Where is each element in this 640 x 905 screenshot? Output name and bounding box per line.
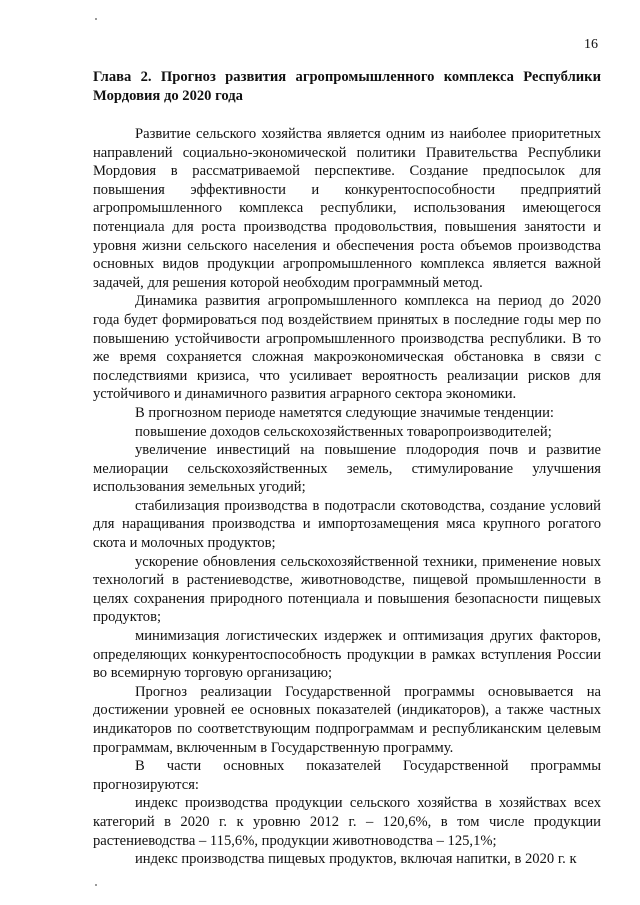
list-item-machinery: ускорение обновления сельскохозяйственной техники, применение новых технологий в растениеводстве, животноводстве, пищевой промышленности в целях сохранения природного потенциала и повышения безопасности пищевых продуктов; [93,553,601,626]
paragraph-indicators-lead: В части основных показателей Государственной программы прогнозируются: [93,758,601,793]
paragraph-trends-lead: В прогнозном периоде наметятся следующие значимые тенденции: [135,404,554,421]
page-number: 16 [584,37,598,52]
paragraph-dynamics: Динамика развития агропромышленного комплекса на период до 2020 года будет формироваться под воздействием принятых в последние годы мер по повышению устойчивости агропромышленного производства республики. В то же время сохраняется сложная макроэкономическая обстановка в связи с последствиями кризиса, что усиливает вероятность реализации рисков для устойчивого и динамичного развития аграрного сектора экономики. [93,293,601,403]
list-item-livestock: стабилизация производства в подотрасли скотоводства, создание условий для наращивания производства и импортозамещения мяса крупного рогатого скота и молочных продуктов; [93,497,601,552]
chapter-title: Глава 2. Прогноз развития агропромышленного комплекса Республики Мордовия до 2020 года [93,69,601,104]
list-item-income: повышение доходов сельскохозяйственных товаропроизводителей; [135,423,552,440]
scan-speck [95,18,97,20]
list-item-food-index: индекс производства пищевых продуктов, включая напитки, в 2020 г. к [135,851,577,868]
scan-speck [95,884,97,886]
list-item-investment: увеличение инвестиций на повышение плодородия почв и развитие мелиорации сельскохозяйственных земель, стимулирование улучшения использования земельных угодий; [93,442,601,496]
list-item-agri-index: индекс производства продукции сельского хозяйства в хозяйствах всех категорий в 2020 г. к уровню 2012 г. – 120,6%, в том числе продукции растениеводства – 115,6%, продукции животноводства – 125,1%; [93,795,601,849]
list-item-logistics: минимизация логистических издержек и оптимизация других факторов, определяющих конкурентоспособность продукции в рамках вступления России во всемирную торговую организацию; [93,628,601,682]
paragraph-forecast: Прогноз реализации Государственной программы основывается на достижении уровней ее основных показателей (индикаторов), а также частных индикаторов по соответствующим подпрограммам и республиканским целевым программам, включенным в Государственную программу. [93,683,601,756]
paragraph-intro: Развитие сельского хозяйства является одним из наиболее приоритетных направлений социально-экономической политики Правительства Республики Мордовия в рассматриваемой перспективе. Создание предпосылок для повышения эффективности и конкурентоспособности предприятий агропромышленного комплекса республики, использования имеющегося потенциала для роста производства продовольствия, повышения занятости и уровня жизни сельского населения и обеспечения роста объемов производства основных видов продукции агропромышленного комплекса является важной задачей, для решения которой необходим программный метод. [93,126,601,291]
body-text [93,125,601,869]
